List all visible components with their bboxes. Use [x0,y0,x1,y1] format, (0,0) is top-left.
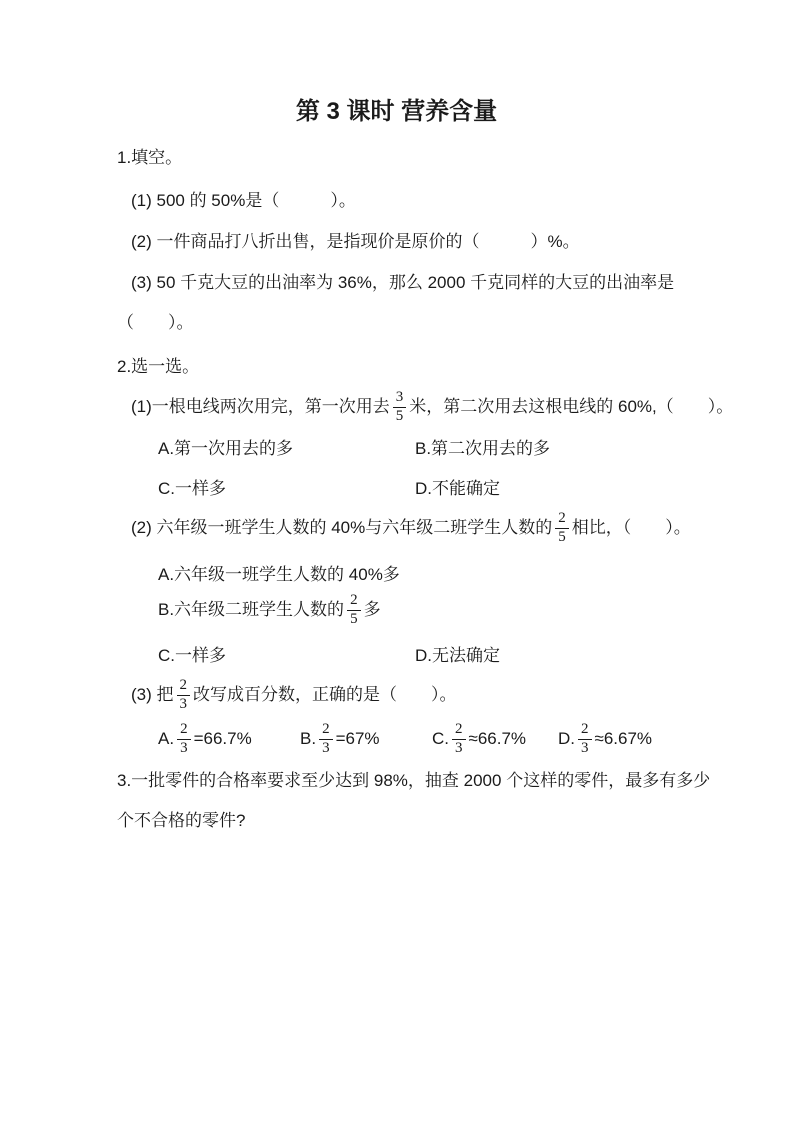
q1-item-3-line-1: (3) 50 千克大豆的出油率为 36%，那么 2000 千克同样的大豆的出油率是 [131,273,675,292]
q2-item-1 [131,386,733,428]
page-title: 第 3 课时 营养含量 [295,98,498,125]
option-value: =66.7% [193,729,252,748]
q2-item-2 [131,507,691,549]
q2-item-2-option-b [158,589,381,631]
option-value: =67% [335,729,380,748]
fraction-numerator: 2 [558,510,566,527]
fraction-2-5 [347,592,361,628]
fraction-denominator: 3 [452,739,466,757]
fraction-2-3 [452,721,466,757]
q2-item-1-option-c: C.一样多 [158,479,226,498]
option-value: ≈66.7% [468,729,527,748]
fraction-denominator: 3 [578,739,592,757]
q2-item-1-option-b: B.第二次用去的多 [415,439,551,458]
q2-item-1-text-pre: (1)一根电线两次用完，第一次用去 [131,397,390,416]
q2-item-3-option-d [558,718,652,760]
fraction-denominator: 3 [177,739,191,757]
q3-line-1: 3.一批零件的合格率要求至少达到 98%，抽查 2000 个这样的零件，最多有多少 [117,771,711,790]
q2-item-3 [131,674,457,716]
q2-item-1-option-a: A.第一次用去的多 [158,439,294,458]
fraction-2-3 [578,721,592,757]
q2-item-2-text-post: 相比，（ ）。 [571,518,691,537]
q2-item-1-option-d: D.不能确定 [415,479,500,498]
fraction-2-3 [319,721,333,757]
q1-item-3-line-2: （ ）。 [117,313,194,332]
q2-item-3-text-post: 改写成百分数，正确的是（ ）。 [193,685,457,704]
fraction-denominator: 5 [555,528,569,546]
q2-item-2-option-b-text-pre: B.六年级二班学生人数的 [158,600,345,619]
option-value: ≈6.67% [594,729,653,748]
fraction-denominator: 3 [319,739,333,757]
q2-item-1-options-row-1 [0,438,793,460]
fraction-numerator: 2 [180,721,188,738]
option-label: D. [558,729,575,748]
fraction-3-5 [393,389,407,425]
option-label: C. [432,729,449,748]
q2-item-2-text-pre: (2) 六年级一班学生人数的 40%与六年级二班学生人数的 [131,518,553,537]
fraction-2-5 [555,510,569,546]
q2-item-2-option-c: C.一样多 [158,646,226,665]
fraction-numerator: 2 [179,677,187,694]
fraction-denominator: 3 [177,695,191,713]
fraction-numerator: 2 [455,721,463,738]
q2-item-3-option-c [432,718,526,760]
q3-line-2: 个不合格的零件? [117,811,246,830]
q1-header: 1.填空。 [117,148,183,167]
q2-item-3-option-b [300,718,380,760]
fraction-numerator: 2 [322,721,330,738]
q2-header: 2.选一选。 [117,357,200,376]
fraction-2-3 [177,721,191,757]
q2-item-3-option-a [158,718,252,760]
q2-item-1-text-post: 米，第二次用去这根电线的 60%,（ ）。 [409,397,734,416]
q2-item-1-options-row-2 [0,478,793,500]
q2-item-2-option-b-text-post: 多 [363,600,381,619]
q1-item-1: (1) 500 的 50%是（ ）。 [131,191,356,210]
fraction-2-3 [177,677,191,713]
option-label: A. [158,729,175,748]
q2-item-2-option-a: A.六年级一班学生人数的 40%多 [158,565,400,584]
q1-item-2: (2) 一件商品打八折出售，是指现价是原价的（ ）%。 [131,232,580,251]
fraction-denominator: 5 [347,610,361,628]
fraction-numerator: 3 [395,389,404,406]
fraction-numerator: 2 [581,721,589,738]
option-label: B. [300,729,317,748]
q2-item-2-options-row [0,645,793,667]
q2-item-2-option-d: D.无法确定 [415,646,500,665]
fraction-denominator: 5 [393,407,407,425]
q2-item-3-options-row [0,718,793,760]
q2-item-3-text-pre: (3) 把 [131,685,174,704]
fraction-numerator: 2 [350,592,358,609]
